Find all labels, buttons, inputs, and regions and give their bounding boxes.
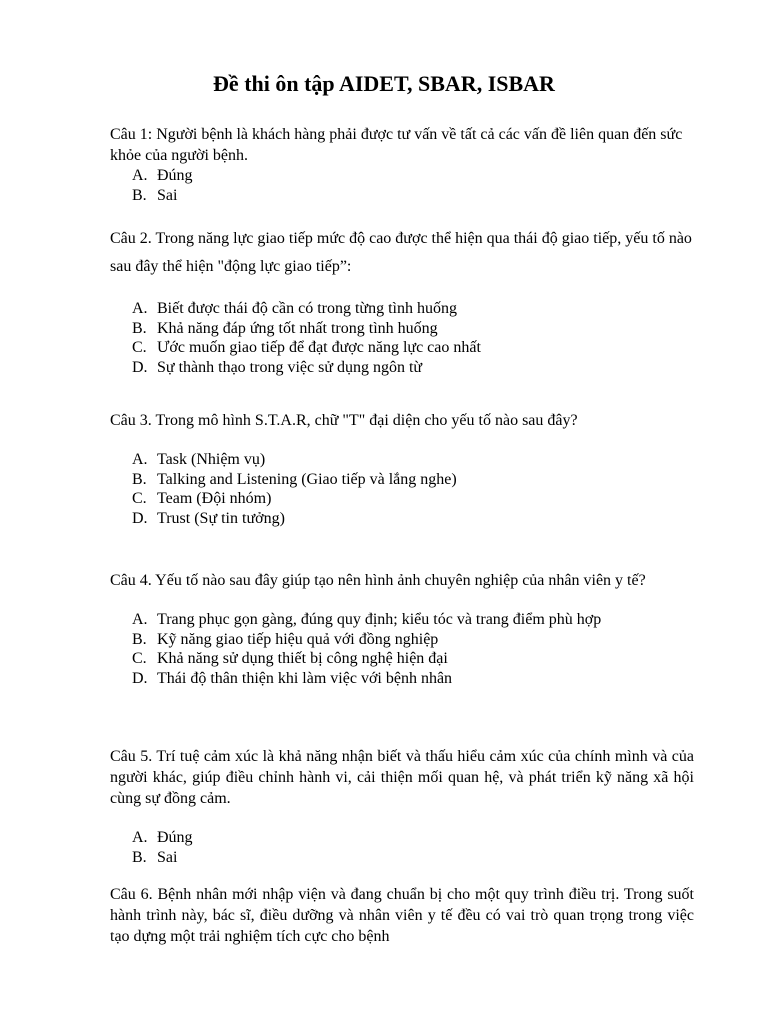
- option-a: A. Đúng: [132, 829, 193, 846]
- question-5: [110, 746, 694, 867]
- option-b: B. Khả năng đáp ứng tốt nhất trong tình huống: [132, 319, 438, 337]
- question-1-options: [110, 166, 694, 205]
- option-d: D. Sự thành thạo trong việc sử dụng ngôn từ: [132, 358, 423, 376]
- option-d: D. Thái độ thân thiện khi làm việc với bệnh nhân: [132, 669, 453, 687]
- question-1: [110, 124, 694, 205]
- question-3: [110, 410, 694, 528]
- option-c: C. Ước muốn giao tiếp để đạt được năng lực cao nhất: [132, 339, 481, 356]
- option-a: A. Task (Nhiệm vụ): [132, 451, 266, 468]
- option-a: A. Trang phục gọn gàng, đúng quy định; kiểu tóc và trang điểm phù hợp: [132, 611, 602, 628]
- document-title: Đề thi ôn tập AIDET, SBAR, ISBAR: [213, 71, 555, 96]
- option-a: A. Biết được thái độ cần có trong từng tình huống: [132, 300, 457, 317]
- option-b: B. Sai: [132, 848, 178, 866]
- question-6: [110, 884, 694, 947]
- option-c: C. Khả năng sử dụng thiết bị công nghệ hiện đại: [132, 650, 448, 667]
- option-c: C. Team (Đội nhóm): [132, 490, 272, 507]
- question-2: [110, 225, 694, 377]
- question-2-text: Câu 2. Trong năng lực giao tiếp mức độ cao được thể hiện qua thái độ giao tiếp, yếu tố nào sau đây thể hiện "động lực giao tiếp”:: [110, 230, 692, 275]
- option-a: A. Đúng: [132, 167, 193, 184]
- question-1-text: Câu 1: Người bệnh là khách hàng phải được tư vấn về tất cả các vấn đề liên quan đến sức khỏe của người bệnh.: [110, 126, 683, 164]
- question-3-text: Câu 3. Trong mô hình S.T.A.R, chữ "T" đại diện cho yếu tố nào sau đây?: [110, 412, 578, 429]
- option-d: D. Trust (Sự tin tưởng): [132, 509, 285, 527]
- question-4-text: Câu 4. Yếu tố nào sau đây giúp tạo nên hình ảnh chuyên nghiệp của nhân viên y tế?: [110, 572, 646, 589]
- question-4-options: [110, 610, 694, 688]
- question-3-options: [110, 450, 694, 528]
- question-5-text: Câu 5. Trí tuệ cảm xúc là khả năng nhận biết và thấu hiểu cảm xúc của chính mình và của người khác, giúp điều chỉnh hành vi, cải thiện mối quan hệ, và phát triển kỹ năng xã hội cùng sự đồng cảm.: [110, 748, 694, 807]
- question-2-options: [110, 299, 694, 377]
- question-5-options: [110, 828, 694, 867]
- option-b: B. Kỹ năng giao tiếp hiệu quả với đồng nghiệp: [132, 630, 439, 648]
- option-b: B. Sai: [132, 186, 178, 204]
- question-6-text: Câu 6. Bệnh nhân mới nhập viện và đang chuẩn bị cho một quy trình điều trị. Trong suốt hành trình này, bác sĩ, điều dưỡng và nhân viên y tế đều có vai trò quan trọng trong việc tạo dựng một trải nghiệm tích cực cho bệnh: [110, 886, 694, 945]
- option-b: B. Talking and Listening (Giao tiếp và lắng nghe): [132, 470, 457, 488]
- question-4: [110, 570, 694, 688]
